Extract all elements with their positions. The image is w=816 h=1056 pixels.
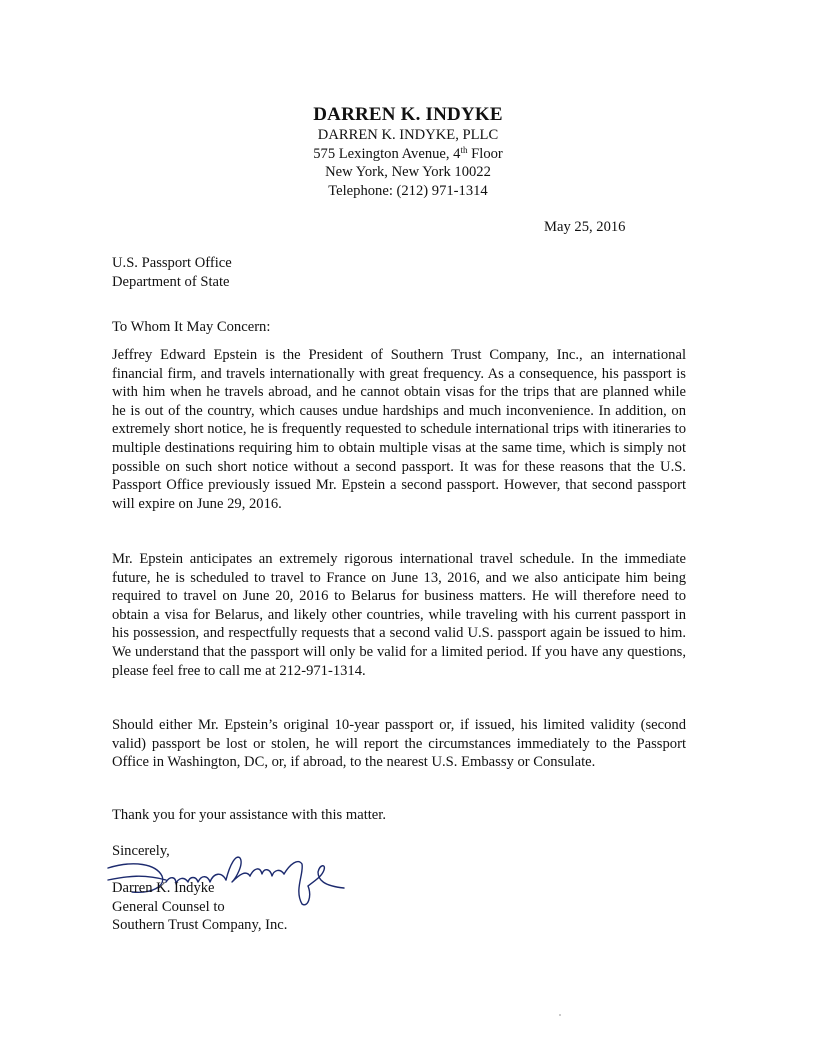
scan-speck — [559, 1014, 561, 1016]
letterhead-floor-text: Floor — [467, 145, 503, 162]
signature-block — [112, 879, 287, 935]
closing: Sincerely, — [112, 843, 170, 859]
body-paragraph-2: Mr. Epstein anticipates an extremely rigorous international travel schedule. In the immediate future, he is scheduled to travel to France on June 13, 2016, and we also anticipate him being required to travel on June 20, 2016 to Belarus for business matters. He will therefore need to obtain a visa for Belarus, and likely other countries, while traveling with his current passport in his possession, and respectfully requests that a second valid U.S. passport again be issued to him. We understand that the passport will only be valid for a limited period. If you have any questions, please feel free to call me at 212-971-1314. — [112, 551, 686, 679]
letter-date: May 25, 2016 — [544, 219, 626, 235]
body-paragraph-1: Jeffrey Edward Epstein is the President of Southern Trust Company, Inc., an international financial firm, and travels internationally with great frequency. As a consequence, his passport is with him when he travels abroad, and he cannot obtain visas for the trips that are planned while he is out of the country, which causes undue hardships and much inconvenience. In addition, on extremely short notice, he is frequently requested to schedule international trips with itineraries to multiple destinations requiring him to obtain multiple visas at the same time, which is simply not possible on such short notice without a second passport. It was for these reasons that the U.S. Passport Office previously issued Mr. Epstein a second passport. However, that second passport will expire on June 29, 2016. — [112, 347, 686, 512]
letterhead-firm: DARREN K. INDYKE, PLLC — [317, 127, 499, 143]
letterhead — [0, 104, 816, 200]
letterhead-address-street — [0, 145, 816, 164]
thanks-line: Thank you for your assistance with this matter. — [112, 807, 386, 823]
signer-title: General Counsel to — [112, 898, 225, 915]
letterhead-street-text: 575 Lexington Avenue, 4 — [313, 145, 461, 162]
letterhead-floor-ordinal: th — [460, 144, 468, 155]
recipient-line-2: Department of State — [112, 273, 230, 290]
letterhead-telephone: Telephone: (212) 971-1314 — [328, 182, 488, 199]
recipient-line-1: U.S. Passport Office — [112, 255, 232, 271]
signer-company: Southern Trust Company, Inc. — [112, 917, 288, 934]
letterhead-address-city: New York, New York 10022 — [325, 164, 491, 180]
signer-name: Darren K. Indyke — [112, 880, 215, 896]
body-paragraph-3: Should either Mr. Epstein’s original 10-year passport or, if issued, his limited validity (second valid) passport be lost or stolen, he will report the circumstances immediately to the Passport Office in Washington, DC, or, if abroad, to the nearest U.S. Embassy or Consulate. — [112, 717, 686, 771]
salutation: To Whom It May Concern: — [112, 319, 271, 335]
recipient-address — [112, 254, 232, 291]
letterhead-name: DARREN K. INDYKE — [313, 104, 503, 125]
